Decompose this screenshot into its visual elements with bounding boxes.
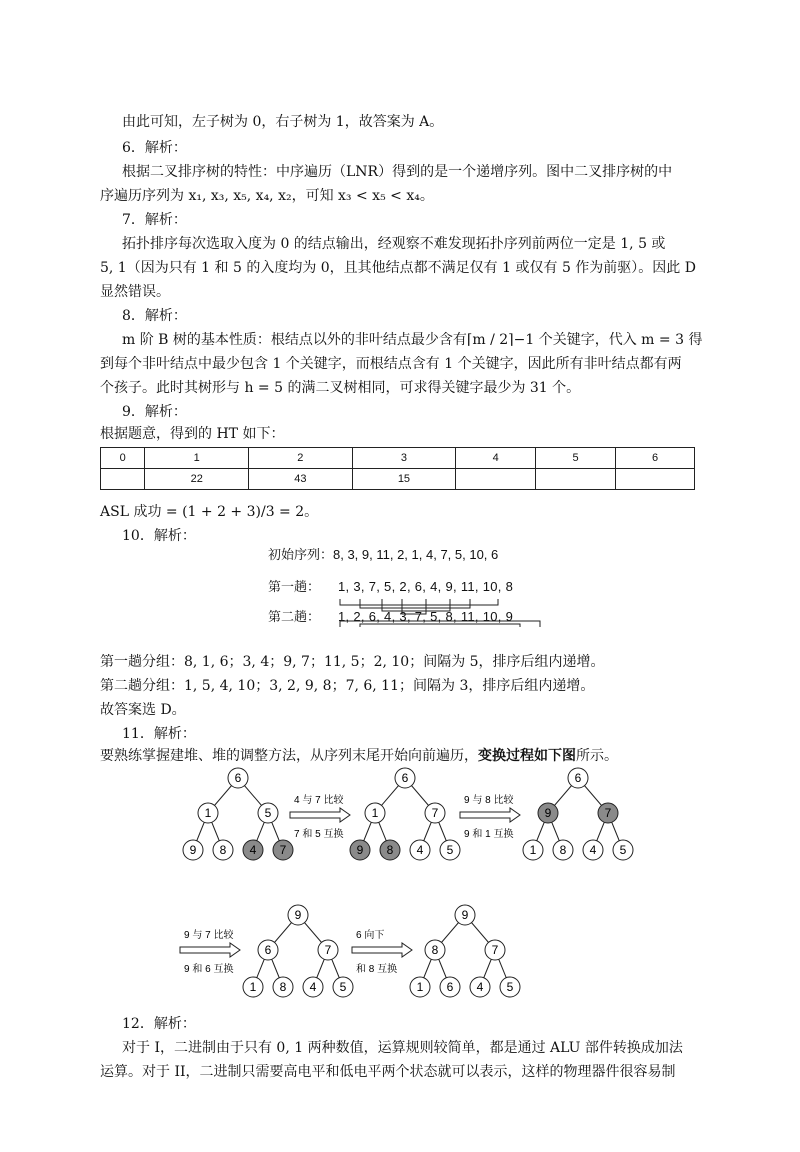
table-cell: 3	[352, 448, 456, 469]
heap-tree	[243, 905, 353, 997]
tree-node-label: 6	[234, 771, 242, 785]
text-line-8c: 个孩子。此时其树形与 h = 5 的满二叉树相同，可求得关键字最少为 31 个。	[100, 380, 581, 396]
section-12-heading: 12．解析：	[122, 1016, 196, 1032]
section-7-heading: 7．解析：	[122, 212, 187, 228]
tree-node-label: 8	[219, 843, 227, 857]
tree-node-label: 9	[356, 843, 364, 857]
text-line-7c: 显然错误。	[100, 284, 170, 300]
heap-tree	[523, 768, 633, 860]
section-6-heading: 6．解析：	[122, 140, 187, 156]
tree-node-label: 5	[339, 980, 347, 994]
text-line-12b: 运算。对于 II，二进制只需要高电平和低电平两个状态就可以表示，这样的物理器件很容易制	[100, 1064, 676, 1080]
heap-tree	[350, 768, 460, 860]
arrow-label-bottom: 9 和 1 互换	[464, 829, 514, 840]
section-9-heading: 9．解析：	[122, 404, 187, 420]
asl-formula: ASL 成功 = (1 + 2 + 3)/3 = 2。	[100, 504, 319, 520]
table-cell: 6	[616, 448, 695, 469]
arrow-label-bottom: 9 和 6 互换	[184, 964, 234, 975]
text-line-conclusion: 由此可知，左子树为 0，右子树为 1，故答案为 A。	[122, 114, 444, 130]
text-line-12a: 对于 I，二进制由于只有 0, 1 两种数值，运算规则较简单，都是通过 ALU 部件转换成加法	[122, 1040, 683, 1056]
arrow-label-top: 6 向下	[356, 930, 385, 941]
heap-tree	[183, 768, 293, 860]
tree-node-label: 4	[476, 980, 484, 994]
section-8-heading: 8．解析：	[122, 308, 187, 324]
transition-arrow	[290, 793, 350, 840]
tree-node-label: 9	[461, 908, 469, 922]
tree-node-label: 1	[416, 980, 424, 994]
pass-2-sequence: 1, 2, 6, 4, 3, 7, 5, 8, 11, 10, 9	[338, 609, 514, 624]
arrow-shape	[352, 943, 412, 957]
group-bracket	[360, 599, 470, 608]
table-cell	[536, 469, 616, 490]
tree-node-label: 6	[574, 771, 582, 785]
tree-node-label: 8	[431, 943, 439, 957]
text-line-6b: 序遍历序列为 x₁, x₃, x₅, x₄, x₂，可知 x₃ < x₅ < x₄。	[100, 188, 434, 204]
table-cell: 5	[536, 448, 616, 469]
hash-table-value-row	[101, 469, 695, 490]
text-line-10-answer: 故答案选 D。	[100, 702, 186, 718]
tree-node-label: 4	[416, 843, 424, 857]
group-bracket	[360, 624, 520, 627]
text-line-6a: 根据二叉排序树的特性：中序遍历（LNR）得到的是一个递增序列。图中二叉排序树的中	[122, 164, 673, 180]
tree-node-label: 9	[544, 806, 552, 820]
table-cell	[101, 469, 145, 490]
tree-node-label: 1	[371, 806, 379, 820]
shell-sort-group-brackets	[330, 593, 560, 633]
tree-node-label: 5	[506, 980, 514, 994]
table-cell: 0	[101, 448, 145, 469]
arrow-label-bottom: 7 和 5 互换	[294, 829, 344, 840]
tree-node-label: 1	[529, 843, 537, 857]
arrow-shape	[460, 808, 520, 822]
text-fragment-bold: 变换过程如下图	[478, 748, 576, 764]
transition-arrow	[352, 928, 412, 975]
arrow-shape	[180, 943, 240, 957]
text-fragment: 所示。	[576, 748, 618, 764]
hash-table-header-row	[101, 448, 695, 469]
section-11-heading: 11．解析：	[122, 726, 196, 742]
arrow-label-top: 9 与 8 比较	[464, 795, 514, 806]
table-cell: 15	[352, 469, 456, 490]
tree-node-label: 6	[401, 771, 409, 785]
text-line-10-g1: 第一趟分组：8, 1, 6；3, 4；9, 7；11, 5；2, 10；间隔为 5，排序后组内递增。	[100, 654, 605, 670]
tree-node-label: 6	[264, 943, 272, 957]
table-cell: 4	[456, 448, 536, 469]
tree-node-label: 1	[204, 806, 212, 820]
table-cell: 22	[145, 469, 249, 490]
pass-2-label: 第二趟：	[268, 609, 321, 624]
table-cell	[616, 469, 695, 490]
group-bracket	[402, 599, 426, 614]
section-10-heading: 10．解析：	[122, 528, 196, 544]
heap-adjustment-diagram	[0, 760, 800, 1010]
table-cell: 2	[249, 448, 353, 469]
tree-node-label: 5	[446, 843, 454, 857]
transition-arrow	[180, 928, 240, 975]
transition-arrow	[460, 793, 520, 840]
text-line-8b: 到每个非叶结点中最少包含 1 个关键字，而根结点含有 1 个关键字，因此所有非叶结点都有两	[100, 356, 682, 372]
tree-node-label: 7	[604, 806, 612, 820]
tree-node-label: 4	[309, 980, 317, 994]
text-line-7a: 拓扑排序每次选取入度为 0 的结点输出，经观察不难发现拓扑序列前两位一定是 1, 5 或	[122, 236, 666, 252]
tree-node-label: 8	[559, 843, 567, 857]
tree-node-label: 1	[249, 980, 257, 994]
tree-node-label: 5	[264, 806, 272, 820]
tree-node-label: 7	[324, 943, 332, 957]
pass-1-label: 第一趟：	[268, 579, 321, 594]
text-line-10-g2: 第二趟分组：1, 5, 4, 10；3, 2, 9, 8；7, 6, 11；间隔为 3，排序后组内递增。	[100, 678, 595, 694]
table-cell: 1	[145, 448, 249, 469]
tree-node-label: 6	[446, 980, 454, 994]
tree-node-label: 7	[491, 943, 499, 957]
arrow-label-top: 9 与 7 比较	[184, 930, 234, 941]
tree-node-label: 9	[189, 843, 197, 857]
tree-node-label: 8	[279, 980, 287, 994]
table-cell	[456, 469, 536, 490]
tree-node-label: 4	[589, 843, 597, 857]
tree-node-label: 4	[249, 843, 257, 857]
tree-node-label: 8	[386, 843, 394, 857]
arrow-shape	[290, 808, 350, 822]
arrow-label-bottom: 和 8 互换	[356, 964, 398, 975]
tree-node-label: 5	[619, 843, 627, 857]
text-line-9a: 根据题意，得到的 HT 如下：	[100, 426, 285, 442]
group-bracket	[340, 599, 498, 605]
tree-node-label: 7	[279, 843, 287, 857]
heap-tree	[410, 905, 520, 997]
text-fragment: 要熟练掌握建堆、堆的调整方法，从序列末尾开始向前遍历，	[100, 748, 478, 764]
initial-sequence: 初始序列：8, 3, 9, 11, 2, 1, 4, 7, 5, 10, 6	[268, 547, 499, 562]
arrow-label-top: 4 与 7 比较	[294, 795, 344, 806]
text-line-7b: 5, 1（因为只有 1 和 5 的入度均为 0，且其他结点都不满足仅有 1 或仅有 5 作为前驱）。因此 D	[100, 260, 696, 276]
text-line-8a: m 阶 B 树的基本性质：根结点以外的非叶结点最少含有⌈m / 2⌉−1 个关键字，代入 m = 3 得	[122, 332, 703, 348]
table-cell: 43	[249, 469, 353, 490]
hash-table	[100, 447, 695, 490]
tree-node-label: 7	[431, 806, 439, 820]
tree-node-label: 9	[294, 908, 302, 922]
pass-1-sequence: 1, 3, 7, 5, 2, 6, 4, 9, 11, 10, 8	[338, 579, 514, 594]
